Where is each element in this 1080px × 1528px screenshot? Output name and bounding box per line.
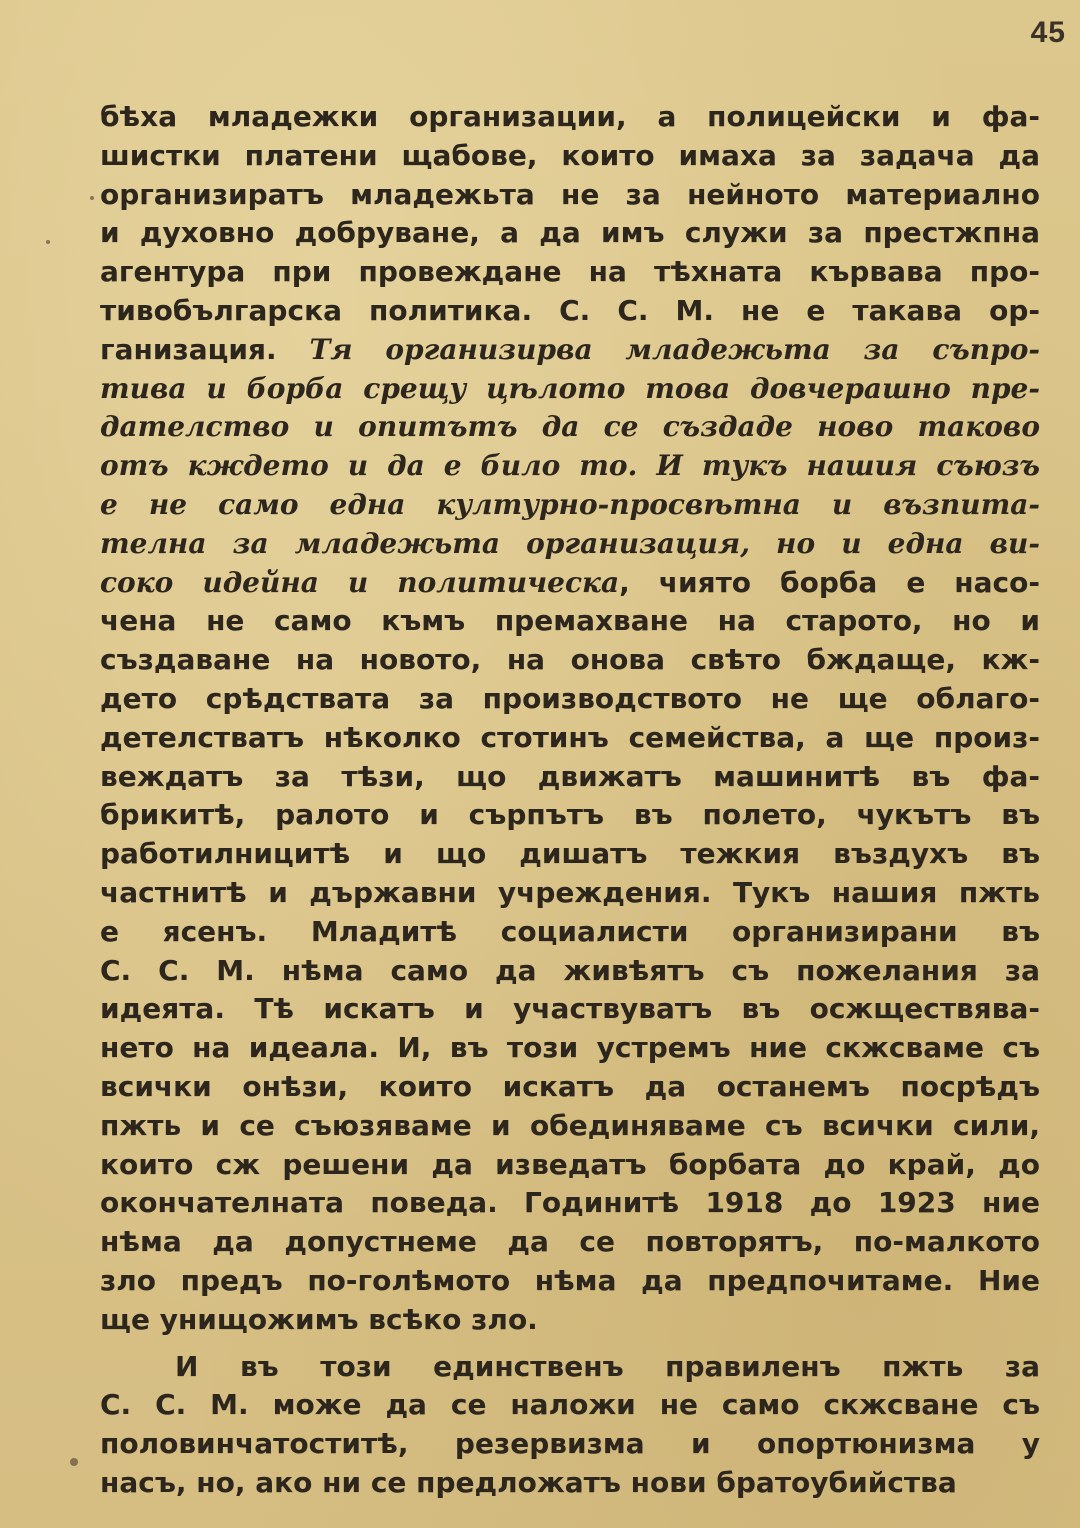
text-line — [100, 1068, 1040, 1107]
text-line — [100, 913, 1040, 952]
text-line — [100, 602, 1040, 641]
text-line — [100, 835, 1040, 874]
text-segment: нето на идеала. И, въ този устремъ ние скжсваме съ — [100, 1031, 1040, 1065]
text-segment: всички онѣзи, които искатъ да останемъ посрѣдъ — [100, 1069, 1040, 1103]
text-segment: и духовно добруване, а да имъ служи за престжпна — [100, 216, 1040, 250]
text-segment: шистки платени щабове, които имаха за задача да — [100, 138, 1040, 172]
text-segment: С. С. М. нѣма само да живѣятъ съ пожелания за — [100, 953, 1040, 987]
text-segment: които сж решени да изведатъ борбата до край, до — [100, 1147, 1040, 1181]
text-line — [100, 1184, 1040, 1223]
text-line — [100, 1262, 1040, 1301]
text-line — [100, 98, 1040, 137]
text-line — [100, 564, 1040, 603]
text-line — [100, 1146, 1040, 1185]
text-segment: тивобългарска политика. С. С. М. не е такава ор- — [100, 293, 1040, 327]
text-segment: нѣма да допустнеме да се повторятъ, по-малкото — [100, 1225, 1040, 1259]
text-line — [100, 1425, 1040, 1464]
text-segment: веждатъ за тѣзи, що движатъ машинитѣ въ фа- — [100, 759, 1040, 793]
italic-text-segment: Тя организирва младежьта за съпро- — [309, 332, 1040, 366]
text-segment: ще унищожимъ всѣко зло. — [100, 1302, 538, 1336]
text-line — [100, 1348, 1040, 1387]
text-line — [100, 796, 1040, 835]
text-segment: И въ този единственъ правиленъ пжть за — [175, 1349, 1040, 1383]
paragraph-gap — [100, 1340, 1040, 1348]
text-segment: работилницитѣ и що дишатъ тежкия въздухъ въ — [100, 837, 1040, 871]
text-segment: детелстватъ нѣколко стотинъ семейства, а ще произ- — [100, 720, 1040, 754]
text-segment: е ясенъ. Младитѣ социалисти организирани въ — [100, 914, 1040, 948]
text-line — [100, 253, 1040, 292]
text-segment: насъ, но, ако ни се предложатъ нови братоубийства — [100, 1465, 957, 1499]
italic-text-segment: телна за младежьта организация, но и една ви- — [100, 526, 1040, 560]
text-line — [100, 952, 1040, 991]
text-segment: половинчатоститѣ, резервизма и опортюнизма у — [100, 1427, 1040, 1461]
text-segment: , чиято борба е насо- — [619, 565, 1040, 599]
text-segment: окончателната поведа. Годинитѣ 1918 до 1923 ние — [100, 1186, 1040, 1220]
text-line — [100, 680, 1040, 719]
paper-speck — [46, 240, 50, 244]
text-segment: частнитѣ и държавни учреждения. Тукъ нашия пжть — [100, 875, 1040, 909]
text-segment: пжть и се съюзяваме и обединяваме съ всички сили, — [100, 1108, 1040, 1142]
italic-text-segment: е не само една културно-просвѣтна и възпита- — [100, 487, 1040, 521]
text-segment: създаване на новото, на онова свѣто бждаще, кж- — [100, 643, 1040, 677]
text-segment: С. С. М. може да се наложи не само скжсване съ — [100, 1388, 1040, 1422]
text-segment: идеята. Тѣ искатъ и участвуватъ въ осжществява- — [100, 992, 1040, 1026]
paper-speck — [70, 1458, 78, 1466]
text-line — [100, 758, 1040, 797]
text-line — [100, 447, 1040, 486]
body-text — [100, 98, 1040, 1503]
italic-text-segment: тива и борба срещу цѣлото това довчерашно пре- — [100, 371, 1040, 405]
text-line — [100, 1029, 1040, 1068]
text-segment: дето срѣдствата за производството не ще облаго- — [100, 681, 1040, 715]
text-line — [100, 1464, 1040, 1503]
text-segment: чена не само къмъ премахване на старото, но и — [100, 604, 1040, 638]
text-segment: ганизация. — [100, 332, 310, 366]
paper-speck — [90, 196, 94, 200]
text-line — [100, 370, 1040, 409]
text-line — [100, 331, 1040, 370]
text-segment: организиратъ младежьта не за нейното материално — [100, 177, 1040, 211]
text-line — [100, 1301, 1040, 1340]
text-line — [100, 990, 1040, 1029]
text-line — [100, 874, 1040, 913]
text-line — [100, 292, 1040, 331]
text-line — [100, 137, 1040, 176]
text-segment: брикитѣ, ралото и сърпътъ въ полето, чукътъ въ — [100, 798, 1040, 832]
text-line — [100, 176, 1040, 215]
text-line — [100, 1107, 1040, 1146]
text-line — [100, 1386, 1040, 1425]
text-segment: бѣха младежки организации, а полицейски и фа- — [100, 100, 1040, 133]
italic-text-segment: соко идейна и политическа — [100, 565, 620, 599]
italic-text-segment: дателство и опитътъ да се създаде ново таково — [100, 410, 1040, 444]
text-line — [100, 525, 1040, 564]
text-line — [100, 214, 1040, 253]
text-line — [100, 641, 1040, 680]
text-line — [100, 408, 1040, 447]
page-number: 45 — [1030, 16, 1066, 49]
text-segment: зло предъ по-голѣмото нѣма да предпочитаме. Ние — [100, 1263, 1040, 1297]
text-segment: агентура при провеждане на тѣхната кървава про- — [100, 255, 1040, 289]
italic-text-segment: отъ кждето и да е било то. И тукъ нашия съюзъ — [100, 449, 1040, 483]
text-line — [100, 486, 1040, 525]
text-line — [100, 719, 1040, 758]
text-line — [100, 1223, 1040, 1262]
